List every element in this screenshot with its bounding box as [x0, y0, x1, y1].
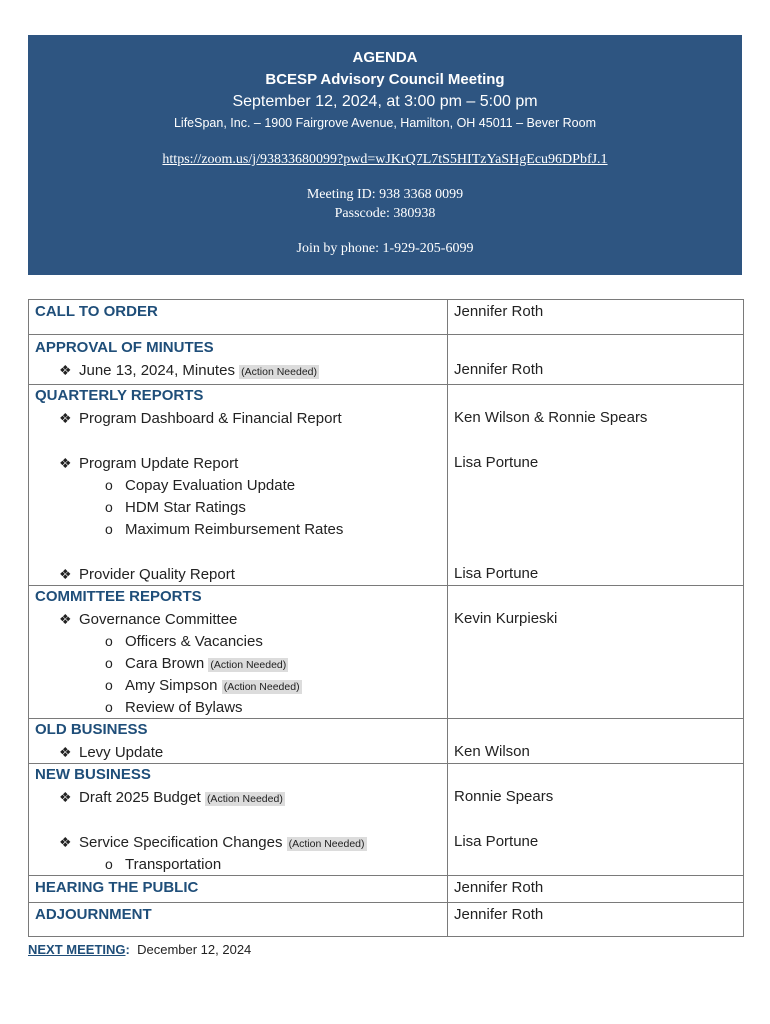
- diamond-bullet-icon: ❖: [59, 566, 72, 582]
- diamond-bullet-icon: ❖: [59, 834, 72, 850]
- item-label: Governance Committee: [79, 611, 238, 628]
- sub-item-label: Amy Simpson: [125, 677, 218, 694]
- item-label: Service Specification Changes: [79, 834, 283, 851]
- item-label: Provider Quality Report: [79, 566, 235, 583]
- sub-item-label: Review of Bylaws: [125, 699, 243, 716]
- presenter-cell: [448, 764, 744, 876]
- sub-item-label: Maximum Reimbursement Rates: [125, 521, 344, 538]
- circle-bullet-icon: o: [105, 677, 113, 693]
- presenter-name: Lisa Portune: [454, 833, 539, 850]
- agenda-item-cell: [29, 300, 448, 335]
- table-row: [29, 586, 744, 719]
- table-row: [29, 764, 744, 876]
- diamond-bullet-icon: ❖: [59, 362, 72, 378]
- table-row: [29, 385, 744, 586]
- presenter-name: Lisa Portune: [454, 454, 539, 471]
- agenda-item-cell: [29, 719, 448, 764]
- presenter-name: Jennifer Roth: [454, 303, 544, 320]
- list-item: [29, 741, 447, 763]
- list-item: [29, 359, 447, 381]
- table-row: [29, 300, 744, 335]
- section-approval-of-minutes: APPROVAL OF MINUTES: [35, 339, 214, 356]
- presenter-cell: [448, 335, 744, 385]
- presenter-name: Kevin Kurpieski: [454, 610, 558, 627]
- item-label: Draft 2025 Budget: [79, 789, 201, 806]
- presenter-name: Jennifer Roth: [454, 361, 544, 378]
- action-needed-badge: (Action Needed): [241, 366, 317, 378]
- circle-bullet-icon: o: [105, 655, 113, 671]
- presenter-cell: [448, 300, 744, 335]
- meeting-id: Meeting ID: 938 3368 0099: [306, 187, 464, 202]
- meeting-date-time: September 12, 2024, at 3:00 pm – 5:00 pm: [232, 93, 538, 110]
- agenda-table: [28, 299, 744, 937]
- presenter-name: Lisa Portune: [454, 565, 539, 582]
- agenda-item-cell: [29, 764, 448, 876]
- next-meeting-label: NEXT MEETING: [28, 942, 126, 957]
- section-new-business: NEW BUSINESS: [35, 766, 151, 783]
- agenda-item-cell: [29, 876, 448, 903]
- item-label: Program Update Report: [79, 455, 239, 472]
- item-label: Program Dashboard & Financial Report: [79, 410, 342, 427]
- sub-list-item: [29, 652, 447, 674]
- list-item: [29, 831, 447, 853]
- diamond-bullet-icon: ❖: [59, 410, 72, 426]
- list-item: [29, 407, 447, 429]
- presenter-name: Jennifer Roth: [454, 906, 544, 923]
- sub-list-item: [29, 496, 447, 518]
- item-label: June 13, 2024, Minutes: [79, 362, 235, 379]
- zoom-link[interactable]: https://zoom.us/j/93833680099?pwd=wJKrQ7L7tS5HITzYaSHgEcu96DPbfJ.1: [162, 152, 608, 167]
- section-call-to-order: CALL TO ORDER: [35, 303, 158, 320]
- table-row: [29, 335, 744, 385]
- sub-item-label: Officers & Vacancies: [125, 633, 263, 650]
- circle-bullet-icon: o: [105, 699, 113, 715]
- diamond-bullet-icon: ❖: [59, 611, 72, 627]
- sub-list-item: [29, 696, 447, 718]
- action-needed-badge: (Action Needed): [210, 659, 287, 671]
- next-meeting-colon: :: [125, 942, 130, 957]
- sub-list-item: [29, 518, 447, 540]
- diamond-bullet-icon: ❖: [59, 455, 72, 471]
- presenter-name: Ronnie Spears: [454, 788, 554, 805]
- sub-list-item: [29, 474, 447, 496]
- presenter-cell: [448, 385, 744, 586]
- next-meeting: [28, 942, 251, 957]
- item-label: Levy Update: [79, 744, 164, 761]
- next-meeting-date: December 12, 2024: [137, 942, 252, 957]
- list-item: [29, 786, 447, 808]
- table-row: [29, 903, 744, 937]
- presenter-name: Ken Wilson & Ronnie Spears: [454, 409, 648, 426]
- agenda-item-cell: [29, 335, 448, 385]
- section-committee-reports: COMMITTEE REPORTS: [35, 588, 202, 605]
- diamond-bullet-icon: ❖: [59, 789, 72, 805]
- list-item: [29, 452, 447, 474]
- section-hearing-the-public: HEARING THE PUBLIC: [35, 879, 199, 896]
- agenda-item-cell: [29, 385, 448, 586]
- section-quarterly-reports: QUARTERLY REPORTS: [35, 387, 204, 404]
- meeting-location: LifeSpan, Inc. – 1900 Fairgrove Avenue, Hamilton, OH 45011 – Bever Room: [173, 116, 596, 130]
- presenter-cell: [448, 876, 744, 903]
- sub-item-label: Cara Brown: [125, 655, 205, 672]
- circle-bullet-icon: o: [105, 633, 113, 649]
- sub-item-label: Copay Evaluation Update: [125, 477, 296, 494]
- sub-item-label: HDM Star Ratings: [125, 499, 246, 516]
- meeting-title: BCESP Advisory Council Meeting: [265, 71, 505, 88]
- action-needed-badge: (Action Needed): [206, 793, 283, 805]
- presenter-cell: [448, 719, 744, 764]
- table-row: [29, 719, 744, 764]
- section-adjournment: ADJOURNMENT: [35, 906, 152, 923]
- diamond-bullet-icon: ❖: [59, 744, 72, 760]
- agenda-label: AGENDA: [352, 49, 418, 66]
- sub-list-item: [29, 674, 447, 696]
- circle-bullet-icon: o: [105, 477, 113, 493]
- presenter-cell: [448, 586, 744, 719]
- list-item: [29, 608, 447, 630]
- join-by-phone: Join by phone: 1-929-205-6099: [296, 241, 474, 256]
- agenda-item-cell: [29, 903, 448, 937]
- section-old-business: OLD BUSINESS: [35, 721, 148, 738]
- agenda-item-cell: [29, 586, 448, 719]
- circle-bullet-icon: o: [105, 499, 113, 515]
- agenda-header: [28, 35, 742, 275]
- sub-list-item: [29, 630, 447, 652]
- list-item: [29, 563, 447, 585]
- circle-bullet-icon: o: [105, 521, 113, 537]
- table-row: [29, 876, 744, 903]
- meeting-passcode: Passcode: 380938: [334, 206, 436, 221]
- presenter-name: Ken Wilson: [454, 743, 530, 760]
- action-needed-badge: (Action Needed): [288, 838, 365, 850]
- sub-list-item: [29, 853, 447, 875]
- sub-item-label: Transportation: [125, 856, 222, 873]
- presenter-name: Jennifer Roth: [454, 879, 544, 896]
- circle-bullet-icon: o: [105, 856, 113, 872]
- action-needed-badge: (Action Needed): [223, 681, 300, 693]
- presenter-cell: [448, 903, 744, 937]
